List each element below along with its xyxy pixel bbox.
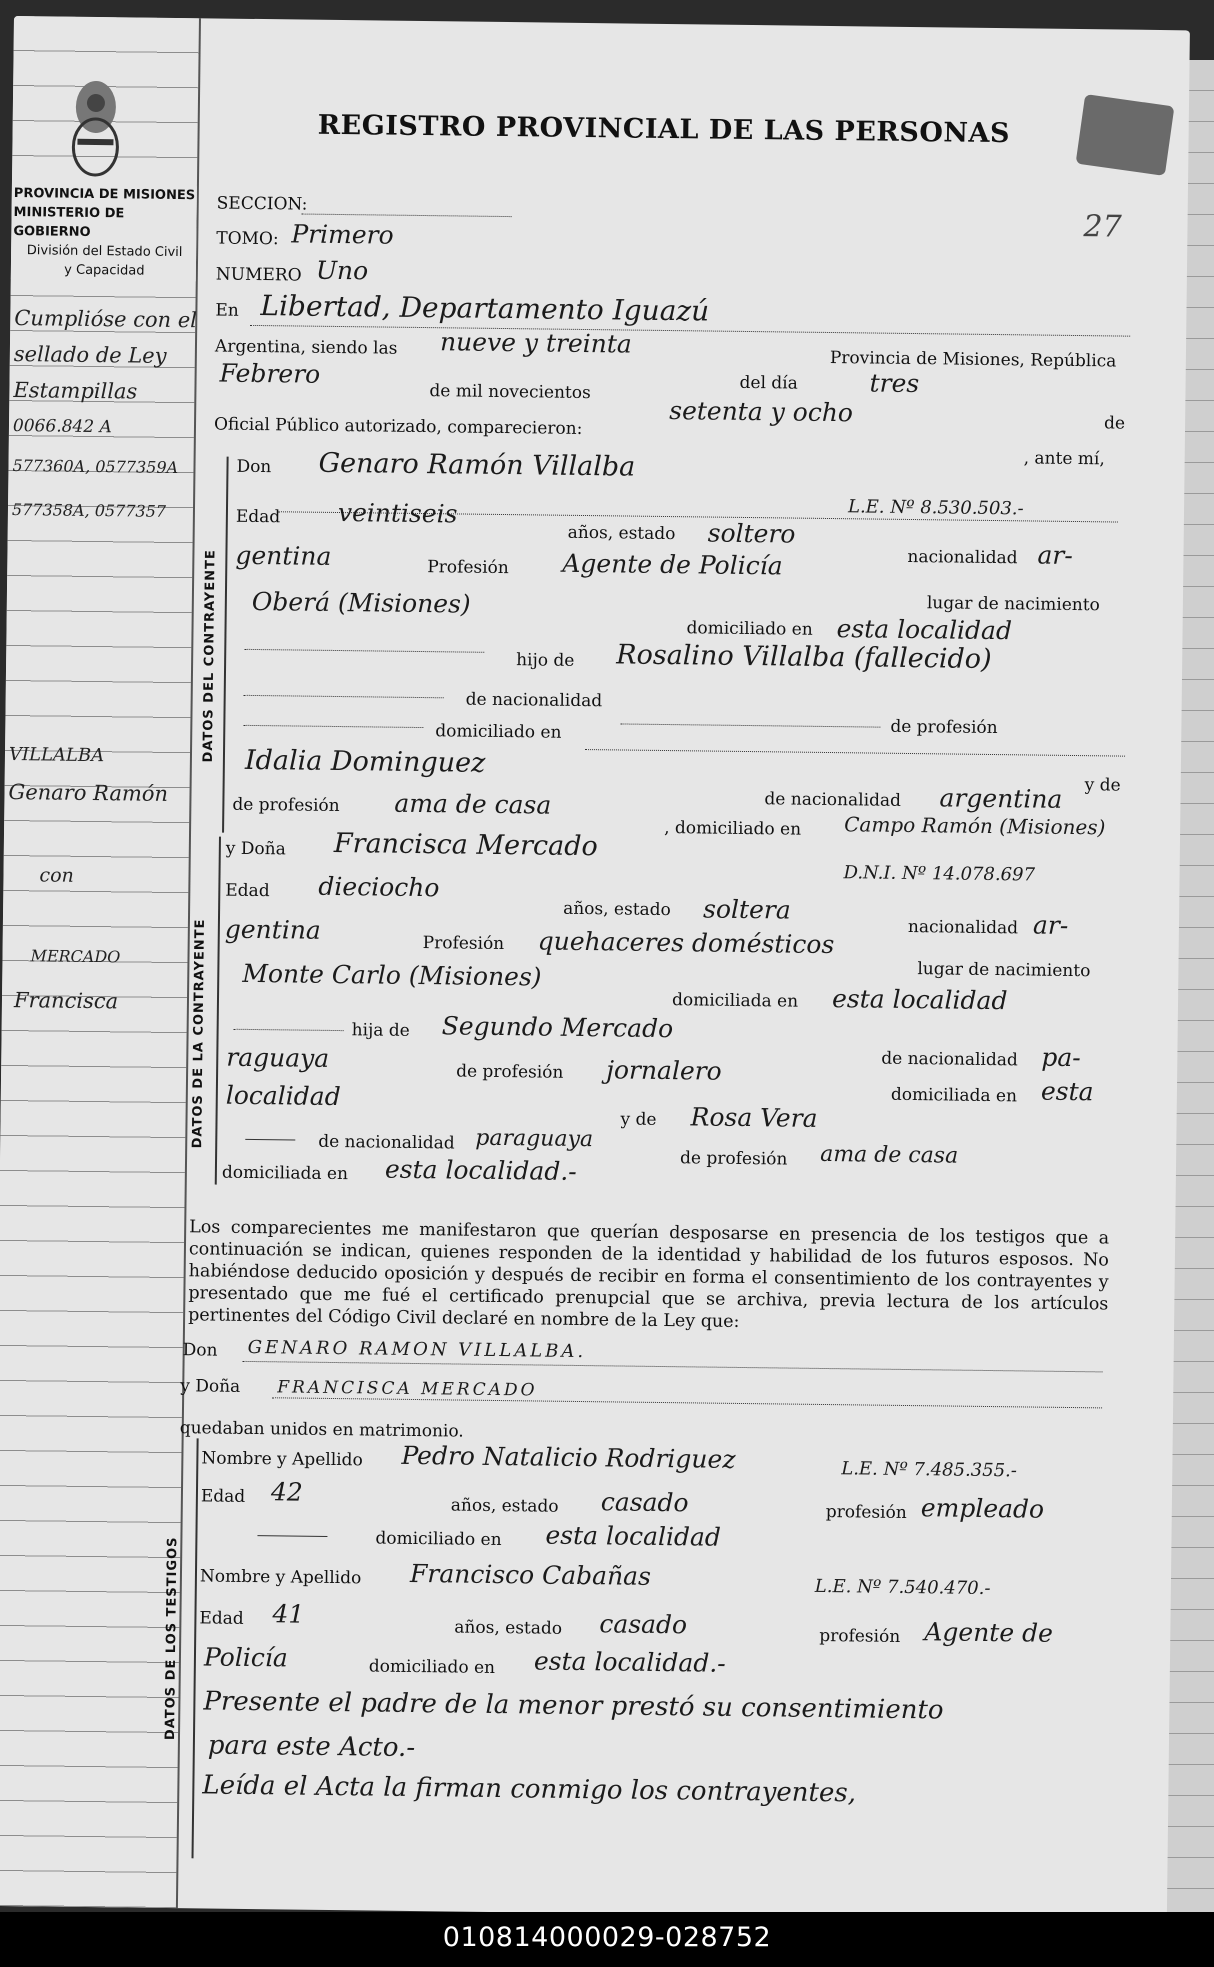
dona-line: [272, 1397, 1102, 1408]
seccion-label: SECCION:: [216, 193, 308, 215]
hijo-label: hijo de: [516, 650, 575, 671]
margin-note: sellado de Ley: [13, 342, 167, 368]
don-label: Don: [182, 1340, 218, 1361]
contrayenta-padre-dom-a: esta: [1040, 1076, 1094, 1107]
declaration-paragraph: Los comparecientes me manifestaron que querían desposarse en presencia de los testigos que a continuación se indican, quienes responden de la identidad y habilidad de los futuros esposos. No habiéndose deducido oposición y después de recibir en forma el consentimiento de los contrayentes y presentado que me fué el certificado prenupcial que se archiva, previa lectura de los artículos pertinentes del Código Civil declaré en nombre de la Ley que:: [188, 1217, 1110, 1332]
en-label: En: [215, 300, 239, 321]
page-title: REGISTRO PROVINCIAL DE LAS PERSONAS: [317, 109, 1011, 150]
page-number: 27: [1083, 209, 1122, 245]
margin-note: VILLALBA: [8, 743, 105, 767]
contrayente-nac-a: ar-: [1037, 540, 1073, 570]
scan-id-text: 010814000029-028752: [442, 1922, 772, 1953]
mil-label: de mil novecientos: [429, 381, 591, 404]
margin-note: Cumplióse con el: [14, 306, 198, 333]
madre-nac-label: de nacionalidad: [764, 789, 902, 811]
contrayente-estado: soltero: [707, 518, 796, 549]
numero-value: Uno: [315, 255, 369, 286]
domiciliado2-label: domiciliado en: [435, 721, 562, 743]
contrayenta-padre-nac-b: raguaya: [226, 1042, 330, 1073]
register-page: [0, 16, 1190, 1920]
org-line-province: PROVINCIA DE MISIONES: [13, 186, 196, 204]
org-line-ministry: MINISTERIO DE GOBIERNO: [13, 205, 125, 240]
anios-label: años, estado: [567, 522, 676, 545]
margin-note: con: [39, 864, 74, 887]
contrayenta-lugar: Monte Carlo (Misiones): [242, 958, 542, 992]
testigo2-nombre: Francisco Cabañas: [409, 1558, 652, 1591]
profesion-label: profesión: [819, 1625, 901, 1647]
contrayente-profesion: Agente de Policía: [562, 548, 783, 581]
blank-line: [585, 749, 1125, 757]
tomo-label: TOMO:: [216, 228, 279, 250]
contrayenta-profesion: quehaceres domésticos: [537, 926, 835, 960]
margin-note: Genaro Ramón: [8, 779, 169, 806]
domiciliada-label: domiciliada en: [671, 990, 799, 1012]
contrayenta-bracket: [215, 837, 221, 1185]
contrayenta-domicilio: esta localidad: [831, 984, 1008, 1016]
y-de-label: y de: [1084, 775, 1121, 796]
testigo1-prof: empleado: [920, 1493, 1045, 1524]
contrayente-domicilio: esta localidad: [836, 614, 1013, 646]
lugar-label: lugar de nacimiento: [926, 593, 1100, 616]
domiciliado-label: domiciliado en: [368, 1656, 496, 1678]
contrayenta-madre-dom: esta localidad.-: [384, 1154, 577, 1186]
contrayenta-padre-dom-b: localidad: [225, 1080, 341, 1112]
y-de-label: y de: [620, 1109, 657, 1130]
contrayenta-section-label: DATOS DE LA CONTRAYENTE: [190, 918, 208, 1149]
observation-line-1: Presente el padre de la menor prestó su consentimiento: [203, 1686, 944, 1726]
contrayenta-edad: dieciocho: [318, 871, 440, 903]
edad-label: Edad: [199, 1608, 244, 1629]
de-profesion-label: de profesión: [890, 716, 998, 739]
contrayente-name: Genaro Ramón Villalba: [318, 447, 636, 483]
observation-line-3: Leída el Acta la firman conmigo los contrayentes,: [202, 1770, 857, 1809]
nombre-label: Nombre y Apellido: [201, 1448, 363, 1471]
anio-value: setenta y ocho: [669, 396, 854, 428]
lugar-label: lugar de nacimiento: [917, 959, 1091, 982]
blank-line: [257, 1535, 327, 1537]
dona-label: y Doña: [225, 838, 286, 860]
blank-line: [620, 723, 880, 727]
edad-label: Edad: [235, 506, 281, 528]
margin-note: 577360A, 0577359A: [12, 456, 179, 478]
margin-note: Francisca: [13, 988, 119, 1014]
profesion-label: Profesión: [422, 933, 505, 955]
testigo2-prof-a: Agente de: [924, 1617, 1054, 1648]
de-nacionalidad-label: de nacionalidad: [465, 689, 603, 712]
blank-line: [244, 649, 484, 653]
testigo2-estado: casado: [599, 1609, 688, 1640]
blank-line: [244, 695, 444, 698]
dona-label: y Doña: [180, 1376, 241, 1397]
de-label: de: [1103, 413, 1126, 434]
en-value: Libertad, Departamento Iguazú: [260, 289, 710, 328]
contrayenta-padre-nac-a: pa-: [1041, 1042, 1081, 1073]
madre-nac-label: de nacionalidad: [318, 1131, 455, 1154]
provincia-label: Provincia de Misiones, República: [829, 347, 1117, 372]
contrayente-madre-dom: Campo Ramón (Misiones): [844, 812, 1106, 840]
tomo-value: Primero: [291, 219, 394, 250]
blank-line: [245, 1139, 295, 1141]
testigo1-estado: casado: [600, 1487, 689, 1518]
contrayenta-padre: Segundo Mercado: [441, 1011, 674, 1044]
blank-line: [234, 1029, 344, 1031]
contrayenta-nac-b: gentina: [224, 914, 321, 945]
issuing-authority: [11, 184, 197, 281]
margin-note: 577358A, 0577357: [11, 500, 167, 521]
testigos-section-label: DATOS DE LOS TESTIGOS: [162, 1536, 181, 1741]
contrayenta-madre: Rosa Vera: [690, 1102, 818, 1133]
margin-note: 0066.842 A: [12, 416, 112, 438]
contrayenta-doc: D.N.I. Nº 14.078.697: [843, 862, 1036, 886]
blank-line: [243, 725, 423, 728]
coat-of-arms-icon: [67, 77, 124, 184]
hija-label: hija de: [351, 1020, 410, 1041]
edad-label: Edad: [225, 880, 270, 902]
domiciliado-label: domiciliado en: [375, 1528, 502, 1551]
oficial-label: Oficial Público autorizado, comparecieron:: [213, 414, 583, 439]
contrayente-madre-nac: argentina: [939, 783, 1063, 814]
seccion-line: [302, 214, 512, 218]
edad-label: Edad: [200, 1486, 246, 1507]
testigo1-nombre: Pedro Natalicio Rodriguez: [401, 1440, 736, 1474]
numero-label: NUMERO: [215, 264, 302, 286]
anios-label: años, estado: [563, 898, 671, 921]
contrayenta-madre-nac: paraguaya: [475, 1125, 594, 1153]
testigo1-dom: esta localidad: [545, 1520, 722, 1552]
madre-dom-label: domiciliada en: [221, 1162, 349, 1185]
margin-note: MERCADO: [30, 946, 121, 967]
margin-note: Estampillas: [13, 378, 138, 404]
testigo1-doc: L.E. Nº 7.485.355.-: [841, 1458, 1018, 1482]
ante-label: , ante mí,: [1023, 448, 1105, 470]
del-dia-label: del día: [739, 372, 798, 394]
madre-prof-label: de profesión: [232, 794, 340, 817]
testigo2-prof-b: Policía: [203, 1642, 288, 1673]
contrayente-bracket: [222, 457, 229, 833]
de-profesion-label: de profesión: [456, 1061, 564, 1083]
contrayente-section-label: DATOS DEL CONTRAYENTE: [200, 549, 219, 763]
contrayente-madre-prof: ama de casa: [394, 788, 552, 820]
org-line-capacity: y Capacidad: [64, 262, 145, 279]
contrayenta-madre-prof: ama de casa: [819, 1141, 959, 1169]
scan-id-bar: [0, 1912, 1214, 1967]
testigo2-dom: esta localidad.-: [533, 1646, 726, 1678]
de-nacionalidad-label: de nacionalidad: [881, 1048, 1018, 1071]
contrayente-nac-b: gentina: [235, 540, 332, 571]
profesion-label: Profesión: [427, 557, 509, 579]
org-line-division: División del Estado Civil: [26, 243, 183, 261]
madre-prof-label: de profesión: [679, 1148, 788, 1170]
nacionalidad-label: nacionalidad: [907, 546, 1018, 569]
profesion-label: profesión: [825, 1502, 907, 1524]
dia-value: tres: [869, 368, 920, 399]
testigo2-edad: 41: [272, 1599, 305, 1629]
don-line: [243, 1361, 1103, 1373]
testigo1-edad: 42: [270, 1477, 303, 1507]
argentina-label: Argentina, siendo las: [214, 336, 398, 359]
contrayente-padre: Rosalino Villalba (fallecido): [616, 639, 992, 675]
contrayenta-estado: soltera: [702, 894, 791, 925]
corner-sticker: [1076, 94, 1175, 176]
contrayenta-padre-prof: jornalero: [605, 1055, 722, 1086]
domiciliada2-label: domiciliada en: [890, 1084, 1018, 1107]
madre-dom-label: , domiciliado en: [664, 818, 802, 840]
testigos-bracket: [192, 1438, 199, 1858]
contrayente-lugar: Oberá (Misiones): [251, 586, 471, 619]
anios-label: años, estado: [454, 1617, 563, 1639]
domiciliado-label: domiciliado en: [686, 618, 813, 640]
contrayente-edad: veintiseis: [337, 497, 458, 529]
contrayente-doc: L.E. Nº 8.530.503.-: [847, 496, 1024, 520]
contrayenta-nac-a: ar-: [1032, 910, 1069, 940]
declared-bride: FRANCISCA MERCADO: [277, 1377, 538, 1401]
hora-value: nueve y treinta: [439, 327, 632, 359]
testigo2-doc: L.E. Nº 7.540.470.-: [814, 1575, 991, 1600]
observation-line-2: para este Acto.-: [207, 1730, 416, 1764]
closing-text: quedaban unidos en matrimonio.: [179, 1418, 464, 1442]
declared-groom: GENARO RAMON VILLALBA.: [247, 1336, 587, 1363]
nacionalidad-label: nacionalidad: [907, 916, 1019, 939]
anios-label: años, estado: [450, 1495, 559, 1517]
contrayente-madre: Idalia Dominguez: [244, 744, 486, 779]
don-label: Don: [236, 456, 272, 478]
nombre-label: Nombre y Apellido: [199, 1566, 362, 1589]
mes-value: Febrero: [219, 358, 321, 389]
contrayenta-name: Francisca Mercado: [333, 827, 598, 863]
